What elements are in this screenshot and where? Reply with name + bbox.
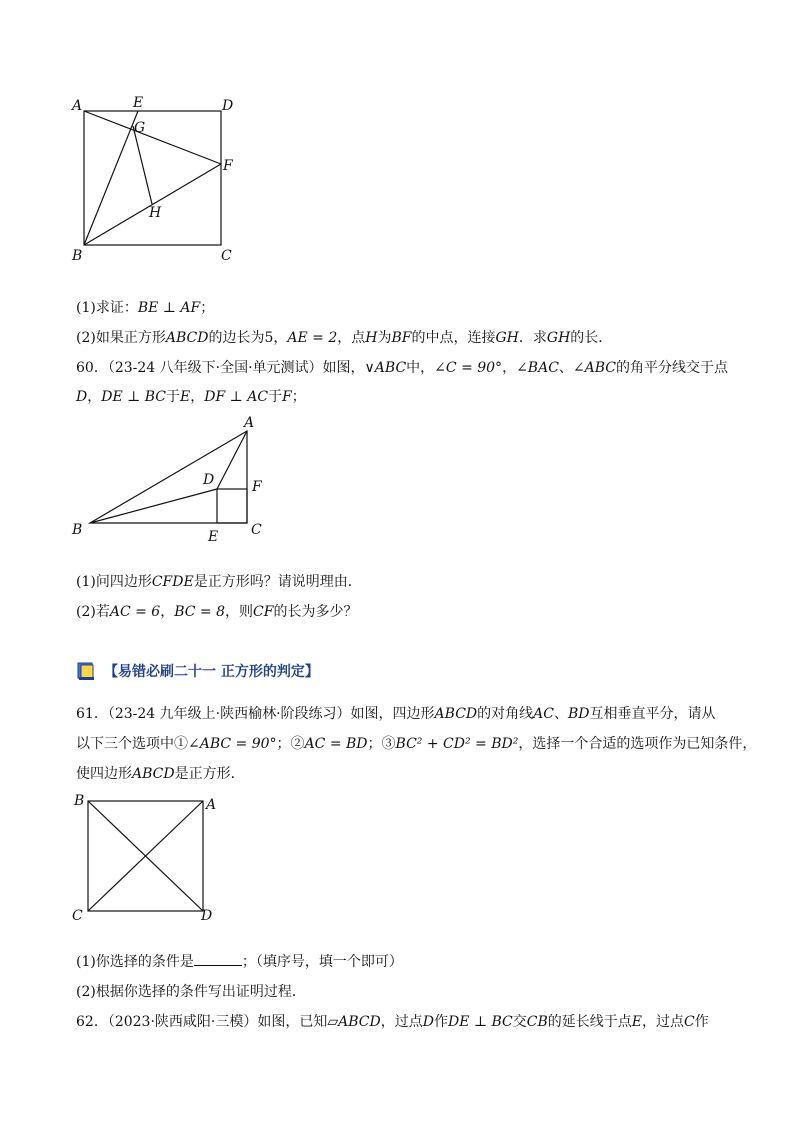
q60-stem-line2: D，DE ⊥ BC于E，DF ⊥ AC于F； — [76, 389, 306, 405]
label-b: B — [72, 522, 83, 538]
label-c: C — [72, 908, 83, 924]
label-f: F — [252, 479, 262, 495]
segment-gh — [133, 126, 152, 204]
square-outline — [84, 111, 221, 245]
q60-part1: (1)问四边形CFDE是正方形吗？请说明理由． — [76, 574, 362, 590]
figure-triangle-abc — [60, 410, 280, 550]
segment-af — [84, 111, 221, 164]
label-h: H — [149, 205, 162, 221]
label-e: E — [208, 529, 219, 545]
label-a: A — [206, 797, 217, 813]
q59-part1: (1)求证：BE ⊥ AF； — [76, 300, 215, 316]
figure-square-abcd — [60, 90, 260, 270]
segment-be — [84, 111, 138, 245]
label-c: C — [221, 248, 232, 264]
label-e: E — [133, 95, 144, 111]
label-b: B — [72, 248, 83, 264]
section-title: 【易错必刷二十一 正方形的判定】 — [104, 664, 319, 680]
q61-stem-line2: 以下三个选项中①∠ABC = 90°；②AC = BD；③BC² + CD² = BD²，选择一个合适的选项作为已知条件， — [76, 736, 757, 752]
label-b: B — [74, 793, 85, 809]
label-c: C — [251, 522, 262, 538]
figure-square-diagonals — [60, 785, 230, 925]
q61-part1: (1)你选择的条件是 ；（填序号，填一个即可） — [76, 954, 403, 970]
q62-stem-line1: 62．（2023·陕西咸阳·三模）如图，已知▱ABCD，过点D作DE ⊥ BC交CB的延长线于点E，过点C作 — [76, 1014, 709, 1030]
book-icon — [76, 660, 98, 682]
q61-stem-line3: 使四边形ABCD是正方形． — [76, 766, 245, 782]
label-d: D — [201, 908, 213, 924]
label-f: F — [223, 158, 233, 174]
q60-stem-line1: 60．（23-24 八年级下·全国·单元测试）如图，∨ABC中，∠C = 90°，∠BAC、∠ABC的角平分线交于点 — [76, 360, 729, 376]
section-header — [76, 660, 319, 682]
square-cfde — [217, 489, 247, 523]
answer-blank[interactable] — [194, 953, 242, 966]
label-a: A — [72, 98, 83, 114]
label-d: D — [203, 472, 215, 488]
segment-bd — [90, 489, 217, 523]
q60-part2: (2)若AC = 6，BC = 8，则CF的长为多少？ — [76, 604, 358, 620]
q61-stem-line1: 61．（23-24 九年级上·陕西榆林·阶段练习）如图，四边形ABCD的对角线AC、BD互相垂直平分，请从 — [76, 706, 716, 722]
label-a: A — [244, 415, 255, 431]
q61-part2: (2)根据你选择的条件写出证明过程． — [76, 984, 306, 1000]
q59-part2: (2)如果正方形ABCD的边长为5，AE = 2，点H为BF的中点，连接GH．求GH的长． — [76, 330, 613, 346]
label-d: D — [222, 98, 234, 114]
label-g: G — [134, 120, 146, 136]
